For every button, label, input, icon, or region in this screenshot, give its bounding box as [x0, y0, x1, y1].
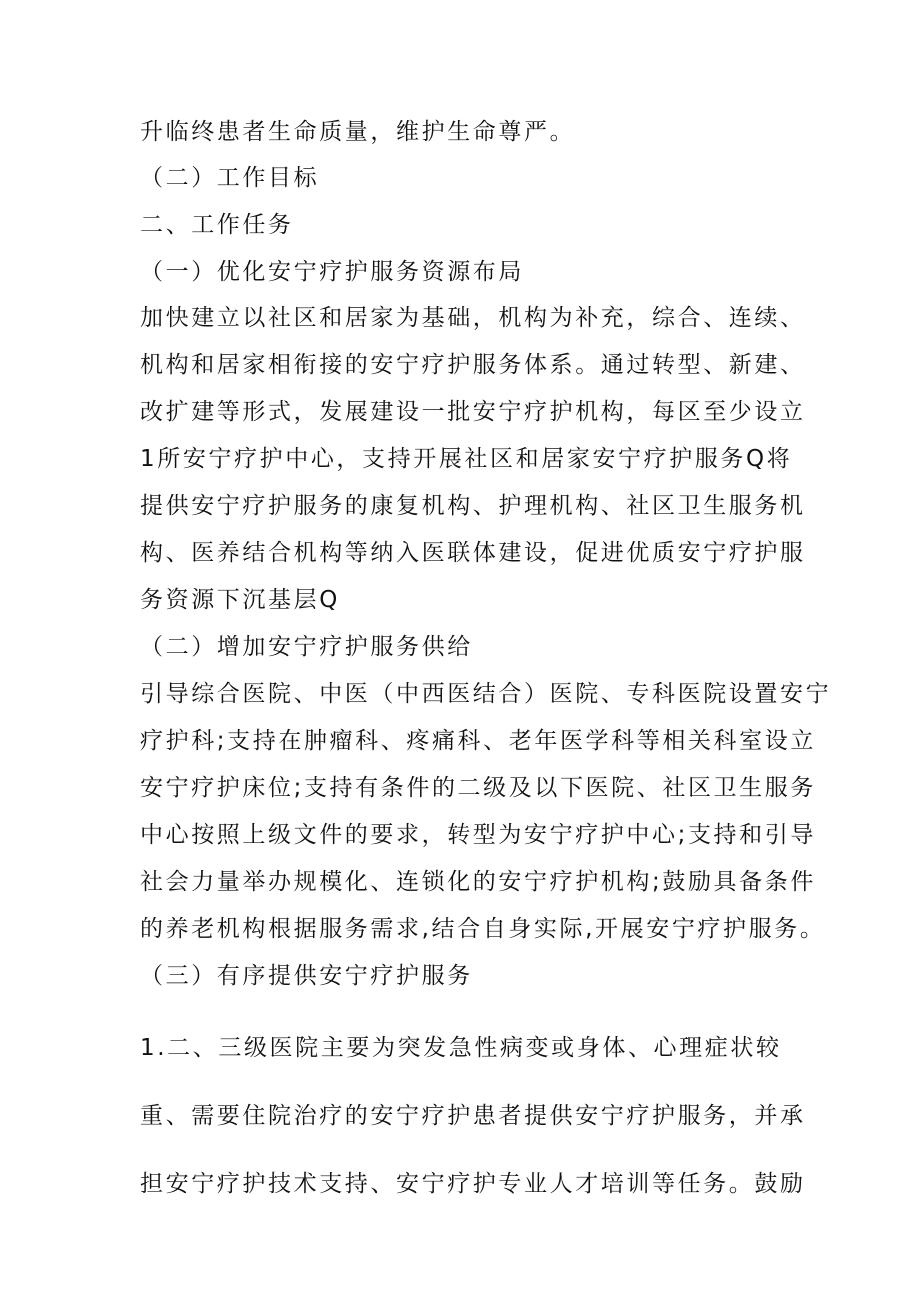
text-line: 务资源下沉基层Q — [140, 587, 340, 613]
text-line: 安宁疗护床位;支持有条件的二级及以下医院、社区卫生服务 — [140, 775, 816, 801]
section-heading: （一）优化安宁疗护服务资源布局 — [140, 259, 524, 285]
text-line: 机构和居家相衔接的安宁疗护服务体系。通过转型、新建、 — [140, 352, 806, 378]
text-line: 构、医养结合机构等纳入医联体建设，促进优质安宁疗护服 — [140, 540, 806, 566]
text-line: 改扩建等形式，发展建设一批安宁疗护机构，每区至少设立 — [140, 399, 806, 425]
text-line: 提供安宁疗护服务的康复机构、护理机构、社区卫生服务机 — [140, 493, 806, 519]
text-line: 1.二、三级医院主要为突发急性病变或身体、心理症状较 — [140, 1035, 782, 1061]
text-line: 升临终患者生命质量，维护生命尊严。 — [140, 119, 576, 145]
section-heading: 二、工作任务 — [140, 212, 294, 238]
text-line: 重、需要住院治疗的安宁疗护患者提供安宁疗护服务，并承 — [140, 1103, 806, 1129]
text-line: 的养老机构根据服务需求,结合自身实际,开展安宁疗护服务。 — [140, 916, 826, 942]
text-line: 担安宁疗护技术支持、安宁疗护专业人才培训等任务。鼓励 — [140, 1171, 806, 1197]
text-line: 1所安宁疗护中心，支持开展社区和居家安宁疗护服务Q将 — [140, 446, 793, 472]
text-line: 疗护科;支持在肿瘤科、疼痛科、老年医学科等相关科室设立 — [140, 728, 816, 754]
text-line: 加快建立以社区和居家为基础，机构为补充，综合、连续、 — [140, 305, 806, 331]
text-line: 引导综合医院、中医（中西医结合）医院、专科医院设置安宁 — [140, 681, 832, 707]
text-line: 社会力量举办规模化、连锁化的安宁疗护机构;鼓励具备条件 — [140, 869, 816, 895]
section-heading: （二）工作目标 — [140, 165, 320, 191]
text-line: 中心按照上级文件的要求，转型为安宁疗护中心;支持和引导 — [140, 822, 816, 848]
section-heading: （二）增加安宁疗护服务供给 — [140, 634, 473, 660]
section-heading: （三）有序提供安宁疗护服务 — [140, 963, 473, 989]
